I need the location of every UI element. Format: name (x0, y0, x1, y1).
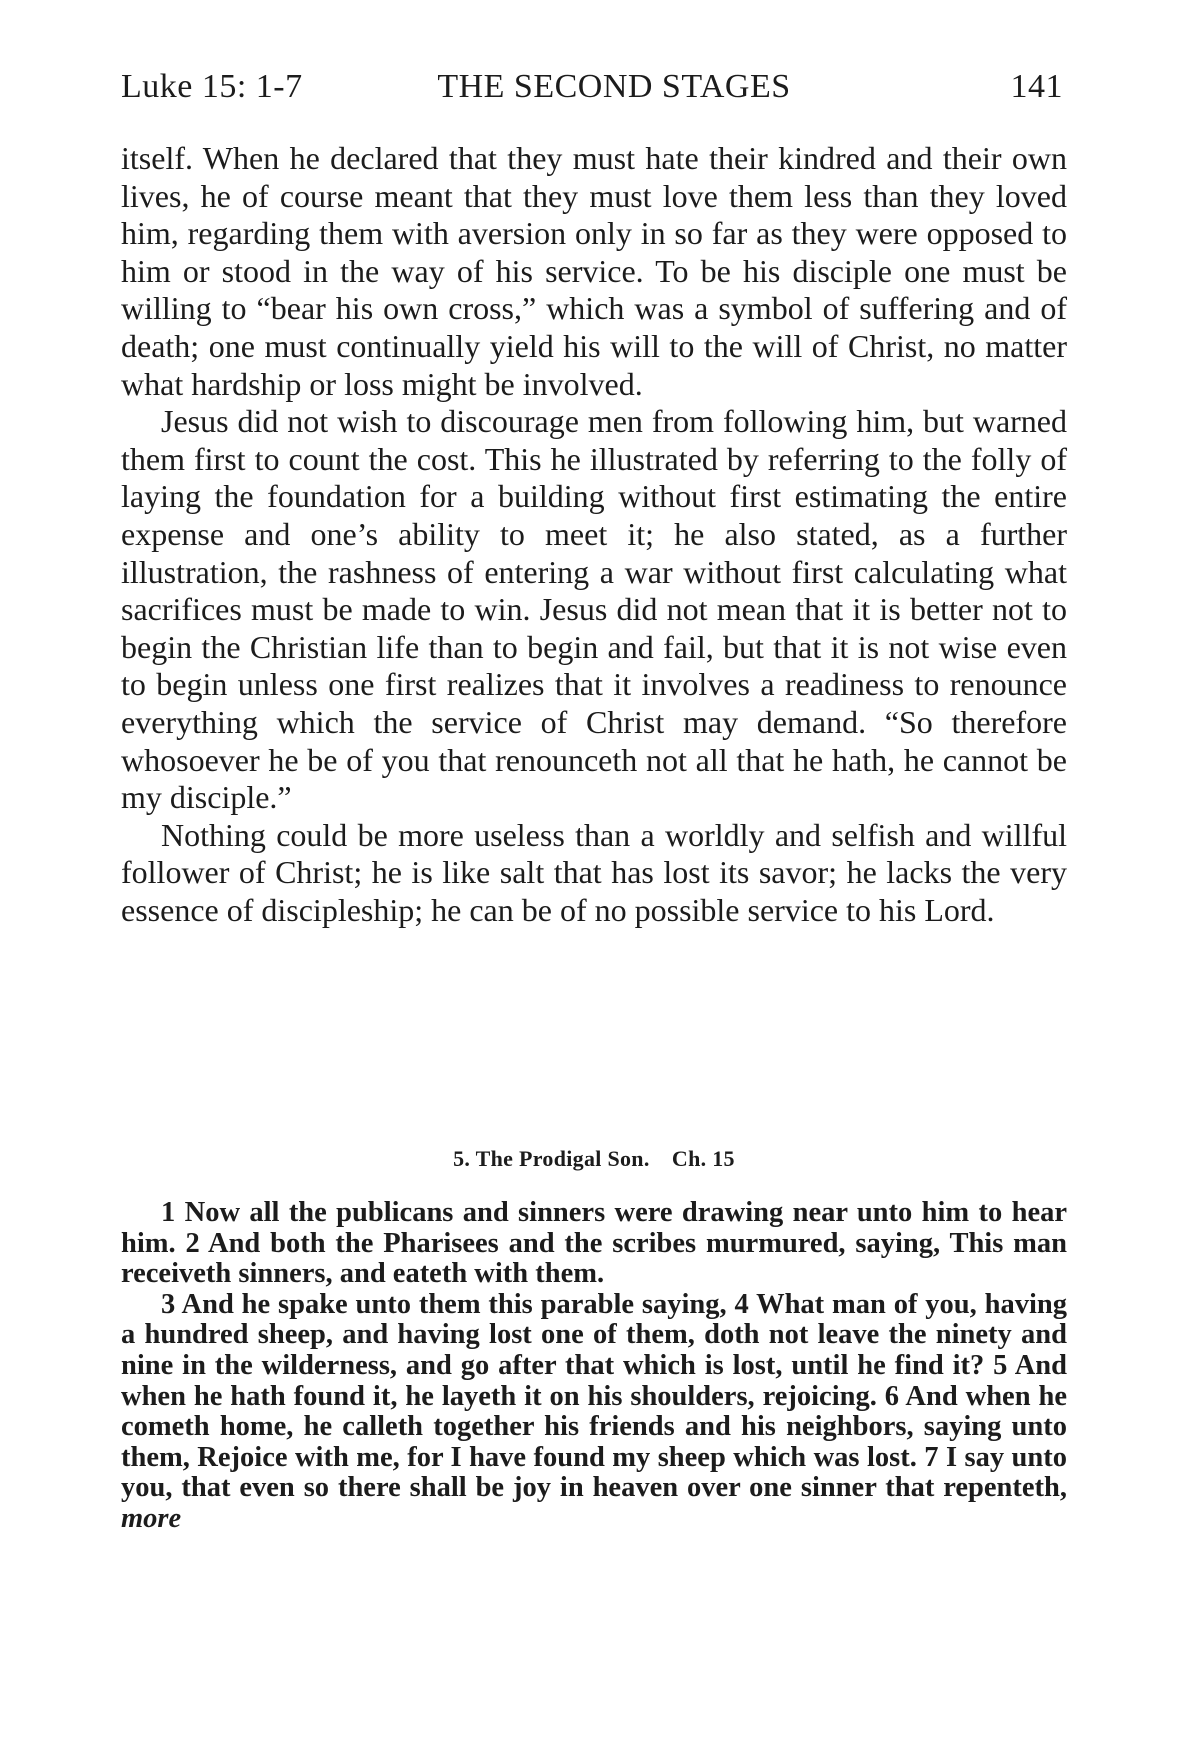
scripture-paragraph: 1 Now all the publicans and sinners were drawing near unto him to hear him. 2 And both the Pharisees and the scribes murmured, saying, This man receiveth sinners, and eateth with them. (121, 1197, 1067, 1290)
page-number: 141 (1010, 68, 1063, 105)
running-head (121, 68, 1067, 112)
commentary-text (121, 140, 1067, 929)
running-title: THE SECOND STAGES (437, 68, 791, 105)
scripture-text: 3 And he spake unto them this parable saying, 4 What man of you, having a hundred sheep, and having lost one of them, doth not leave the ninety and nine in the wilderness, and go after that which is lost, until he find it? 5 And when he hath found it, he layeth it on his shoulders, rejoicing. 6 And when he cometh home, he calleth together his friends and his neighbors, saying unto them, Rejoice with me, for I have found my sheep which was lost. 7 I say unto you, that even so there shall be joy in heaven over one sinner that repenteth, (121, 1288, 1067, 1504)
scripture-passage (121, 1198, 1067, 1535)
scripture-paragraph (121, 1290, 1067, 1535)
commentary-paragraph: Nothing could be more useless than a worldly and selfish and willful follower of Christ; he is like salt that has lost its savor; he lacks the very essence of discipleship; he can be of no possible service to his Lord. (121, 816, 1067, 928)
chapter-reference: Luke 15: 1-7 (121, 68, 303, 105)
commentary-paragraph: itself. When he declared that they must hate their kindred and their own lives, he of course meant that they must love them less than they loved him, regarding them with aversion only in so far as they were opposed to him or stood in the way of his service. To be his disciple one must be willing to “bear his own cross,” which was a symbol of suffering and of death; one must continually yield his will to the will of Christ, no matter what hardship or loss might be involved. (121, 140, 1067, 402)
commentary-paragraph: Jesus did not wish to discourage men from following him, but warned them first to count the cost. This he illustrated by referring to the folly of laying the foundation for a building without first estimating the entire expense and one’s ability to meet it; he also stated, as a further illustration, the rashness of entering a war without first calculating what sacrifices must be made to win. Jesus did not mean that it is better not to begin the Christian life than to begin and fail, but that it is not wise even to begin unless one first realizes that it involves a readiness to renounce everything which the service of Christ may demand. “So therefore whosoever he be of you that renounceth not all that he hath, he cannot be my disciple.” (121, 403, 1067, 816)
section-heading: 5. The Prodigal Son. Ch. 15 (453, 1146, 735, 1171)
book-page (121, 0, 1067, 1759)
scripture-italic-word: more (121, 1502, 182, 1534)
